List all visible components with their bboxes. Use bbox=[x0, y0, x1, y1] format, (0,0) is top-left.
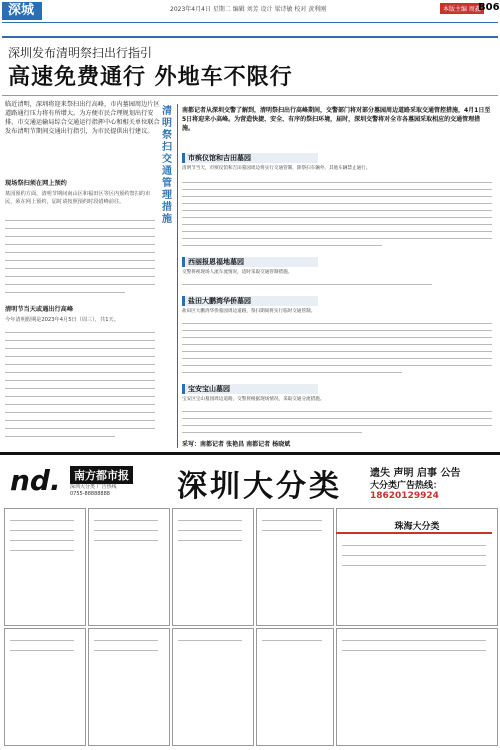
section-title: 现场祭扫须在网上预约 bbox=[5, 180, 67, 187]
ad-text-line bbox=[10, 530, 74, 531]
ad-text-line bbox=[10, 520, 74, 521]
ad-hotline bbox=[370, 478, 500, 501]
classified-cell bbox=[4, 628, 86, 746]
ad-text-line bbox=[94, 520, 158, 521]
ad-text-line bbox=[94, 640, 158, 641]
section-tag: 深城 bbox=[2, 2, 42, 20]
box-intro: 南都记者从深圳交警了解到，清明祭扫出行高峰期间，交警部门将对部分墓园周边道路采取交通管控措施，4月1日至5日将迎来小高峰。为营造快捷、安全、有序的祭扫环境，届时，深圳交警将对全市各墓园采取相应的交通管理措施。 bbox=[182, 107, 491, 132]
ad-tagline: 深圳大分类 广告热线 bbox=[70, 484, 117, 490]
ad-text-line bbox=[342, 640, 486, 641]
ad-text-line bbox=[342, 650, 486, 651]
section-body: 墓园预约方面，清明节期间南山区和福田区等区内预约祭扫的市民，须在网上预约，届时请按照预约时段错峰前往。 bbox=[5, 191, 151, 205]
classified-cell bbox=[172, 628, 254, 746]
zone-body: 清明节当天，市殡仪馆和吉田墓园周边将实行交通管制，除祭扫车辆外，其他车辆禁止通行。 bbox=[182, 166, 371, 171]
text-line bbox=[5, 380, 155, 381]
text-line bbox=[5, 276, 155, 277]
text-line bbox=[5, 364, 155, 365]
text-line bbox=[182, 337, 492, 338]
zone-title: 宝安宝山墓园 bbox=[182, 384, 318, 394]
text-line bbox=[5, 372, 155, 373]
ad-text-line bbox=[262, 640, 322, 641]
ad-text-line bbox=[94, 540, 158, 541]
page-number: B06 bbox=[478, 2, 500, 13]
headline-bottom-rule bbox=[2, 95, 498, 96]
text-line bbox=[182, 224, 492, 225]
paper-name: 南方都市报 bbox=[70, 466, 133, 484]
notice-types: 遗失 声明 启事 公告 bbox=[370, 468, 461, 479]
header-rule bbox=[2, 22, 498, 23]
ad-text-line bbox=[178, 540, 242, 541]
text-line bbox=[5, 332, 155, 333]
text-line bbox=[182, 432, 362, 433]
hotline-label: 大分类广告热线： bbox=[370, 481, 443, 491]
text-line bbox=[182, 411, 492, 412]
zone-body: 交警将视现场人流车流情况，适时采取交通管制措施。 bbox=[182, 270, 293, 275]
classified-cell bbox=[256, 508, 334, 626]
paper-logo: nd. bbox=[10, 464, 61, 497]
text-line bbox=[182, 418, 492, 419]
ad-text-line bbox=[262, 520, 322, 521]
ad-text-line bbox=[342, 545, 486, 546]
editors-badge: 本版主编 周鑫 bbox=[440, 3, 484, 14]
zone-title: 盐田大鹏湾华侨墓园 bbox=[182, 296, 318, 306]
page-header bbox=[0, 0, 500, 22]
text-line bbox=[5, 292, 125, 293]
text-line bbox=[182, 372, 402, 373]
text-line bbox=[182, 358, 492, 359]
text-line bbox=[5, 404, 155, 405]
ad-text-line bbox=[10, 540, 74, 541]
text-line bbox=[182, 245, 382, 246]
text-line bbox=[5, 268, 155, 269]
ad-text-line bbox=[10, 650, 74, 651]
text-line bbox=[5, 436, 115, 437]
column-divider bbox=[177, 104, 178, 448]
text-line bbox=[5, 236, 155, 237]
ad-text-line bbox=[178, 640, 242, 641]
classified-cell bbox=[4, 508, 86, 626]
text-line bbox=[5, 348, 155, 349]
text-line bbox=[182, 323, 492, 324]
date-line: 2023年4月4日 星期二 编辑 刘芳 设计 梁诗敏 校对 黄利刚 bbox=[170, 6, 327, 13]
headline-top-rule bbox=[2, 36, 498, 38]
zone-body: 宝安区宝山墓园周边道路，交警将根据现场情况，采取交通分流措施。 bbox=[182, 397, 325, 402]
ad-text-line bbox=[178, 520, 242, 521]
text-line bbox=[5, 244, 155, 245]
ad-text-line bbox=[342, 555, 486, 556]
text-line bbox=[182, 284, 432, 285]
section-body: 今年清明假期是2023年4月5日（周三），共1天。 bbox=[5, 317, 119, 323]
ad-text-line bbox=[94, 650, 158, 651]
article-headline: 高速免费通行 外地车不限行 bbox=[8, 65, 293, 90]
ad-section-rule bbox=[0, 452, 500, 455]
text-line bbox=[5, 428, 155, 429]
classified-cell bbox=[336, 628, 498, 746]
text-line bbox=[5, 412, 155, 413]
text-line bbox=[182, 238, 492, 239]
text-line bbox=[5, 220, 155, 221]
hotline-number: 18620129924 bbox=[370, 491, 439, 501]
zhuhai-classified-title: 珠海大分类 bbox=[394, 522, 440, 532]
text-line bbox=[182, 365, 492, 366]
ad-text-line bbox=[178, 530, 242, 531]
ad-text-line bbox=[94, 530, 158, 531]
article-credit: 采写：南都记者 张艳昌 南都记者 杨晓斌 bbox=[182, 441, 291, 448]
article-lede: 临近清明，深圳将迎来祭扫出行高峰，市内墓园周边片区道路通行压力将有所增大。为方便市民合理规划出行安排，市交通运输局综合交通运行指挥中心和相关单位联合发布清明节期间交通出行指引，为市民提供出行建议。 bbox=[5, 101, 160, 135]
text-line bbox=[5, 396, 155, 397]
text-line bbox=[182, 231, 492, 232]
text-line bbox=[182, 210, 492, 211]
zhuhai-rule bbox=[336, 532, 492, 534]
text-line bbox=[5, 252, 155, 253]
text-line bbox=[182, 425, 492, 426]
text-line bbox=[5, 420, 155, 421]
text-line bbox=[5, 356, 155, 357]
zone-title: 西丽报恩福地墓园 bbox=[182, 257, 318, 267]
text-line bbox=[5, 388, 155, 389]
classified-cell bbox=[88, 628, 170, 746]
text-line bbox=[182, 351, 492, 352]
text-line bbox=[5, 228, 155, 229]
text-line bbox=[182, 182, 492, 183]
text-line bbox=[182, 189, 492, 190]
text-line bbox=[182, 217, 492, 218]
ad-text-line bbox=[10, 640, 74, 641]
text-line bbox=[5, 284, 155, 285]
ad-text-line bbox=[342, 565, 486, 566]
text-line bbox=[5, 260, 155, 261]
classified-cell bbox=[256, 628, 334, 746]
ad-text-line bbox=[262, 530, 322, 531]
text-line bbox=[182, 330, 492, 331]
text-line bbox=[182, 344, 492, 345]
zone-body: 盐田区大鹏湾华侨墓园周边道路，祭扫期间将实行临时交通管制。 bbox=[182, 309, 316, 314]
zone-title: 市殡仪馆和吉田墓园 bbox=[182, 153, 318, 163]
text-line bbox=[182, 196, 492, 197]
vertical-label: 清明祭扫交通管理措施 bbox=[162, 106, 172, 225]
text-line bbox=[182, 203, 492, 204]
classified-cell bbox=[172, 508, 254, 626]
ad-phone: 0755-88888888 bbox=[70, 491, 110, 497]
article-subhead: 深圳发布清明祭扫出行指引 bbox=[8, 46, 153, 60]
classified-cell bbox=[88, 508, 170, 626]
text-line bbox=[5, 340, 155, 341]
classified-title: 深圳大分类 bbox=[177, 469, 342, 504]
section-title: 清明节当天或遇出行高峰 bbox=[5, 306, 74, 313]
classified-grid bbox=[4, 508, 496, 744]
ad-text-line bbox=[10, 550, 74, 551]
